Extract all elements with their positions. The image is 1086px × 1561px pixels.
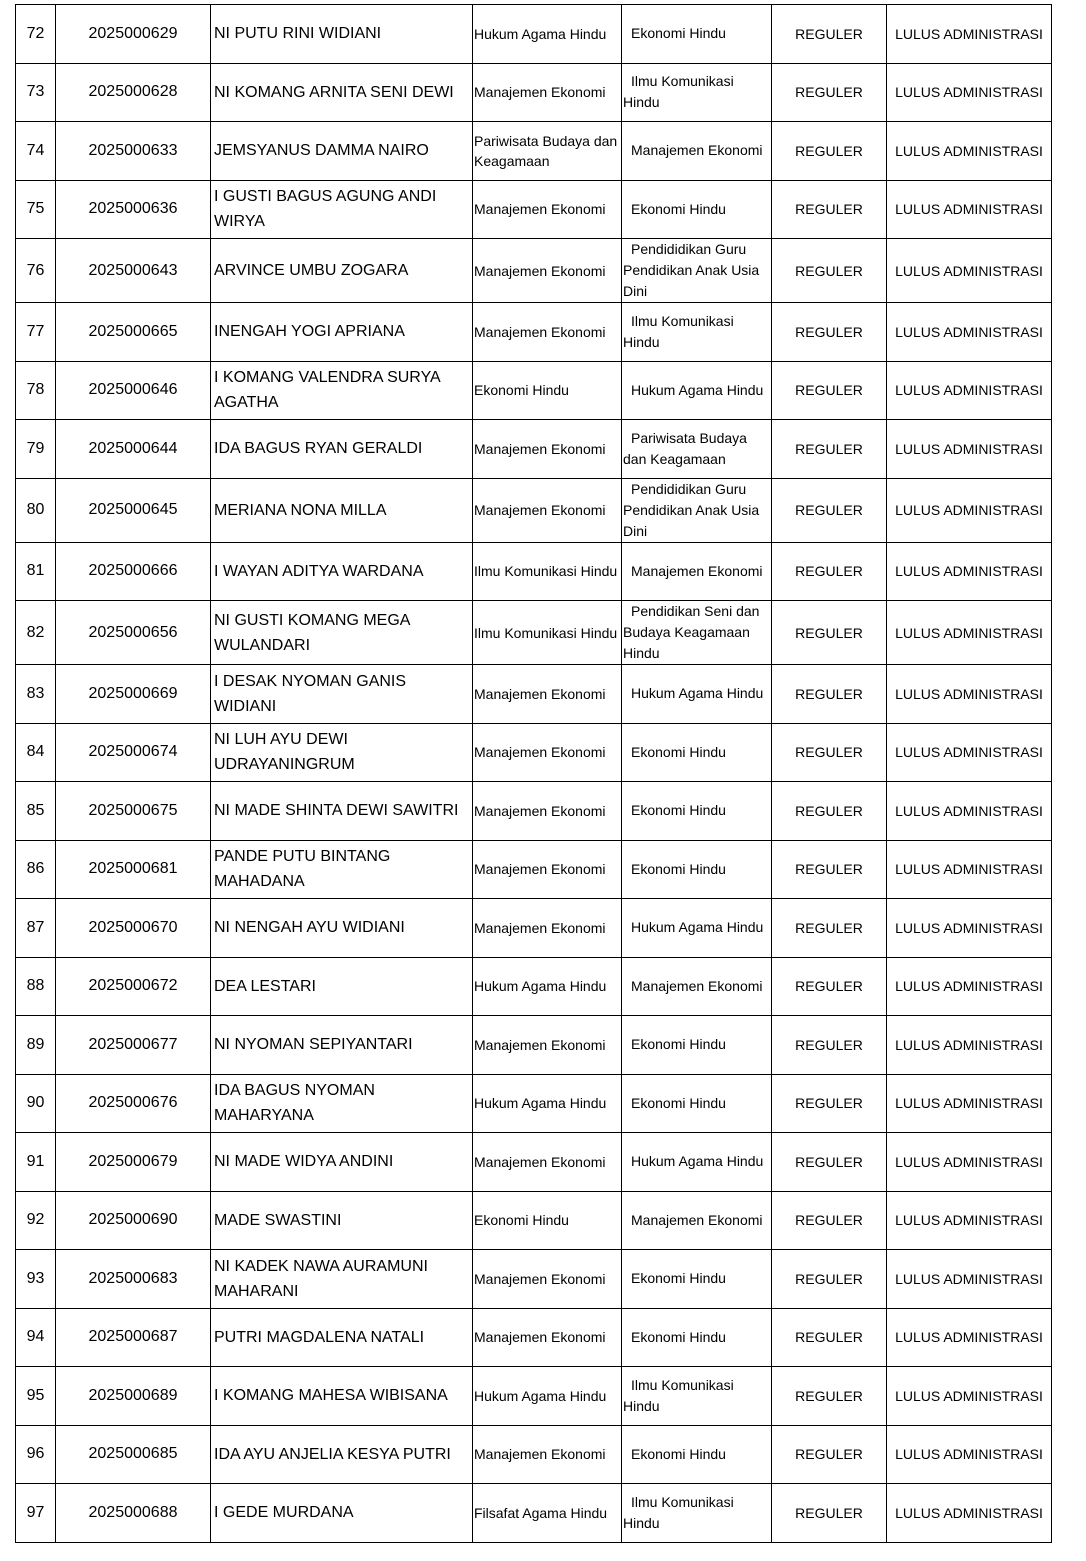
registration-number-cell: 2025000633 — [56, 122, 211, 181]
registration-number-cell: 2025000687 — [56, 1308, 211, 1367]
table-row — [16, 1016, 1052, 1075]
second-choice-program-cell — [622, 1074, 772, 1133]
applicant-name-cell: NI PUTU RINI WIDIANI — [211, 5, 473, 64]
registration-number-cell: 2025000677 — [56, 1016, 211, 1075]
second-choice-program-text: Pendididikan Guru Pendidikan Anak Usia Dini — [623, 480, 760, 539]
status-cell: LULUS ADMINISTRASI — [887, 1016, 1052, 1075]
first-choice-program-cell: Ekonomi Hindu — [473, 361, 622, 420]
admission-track-cell: REGULER — [772, 1016, 887, 1075]
applicant-name-cell: NI GUSTI KOMANG MEGA WULANDARI — [211, 601, 473, 665]
registration-number-cell: 2025000685 — [56, 1425, 211, 1484]
second-choice-program-cell — [622, 601, 772, 665]
status-cell: LULUS ADMINISTRASI — [887, 420, 1052, 479]
admission-track-cell: REGULER — [772, 239, 887, 303]
applicant-name-cell: INENGAH YOGI APRIANA — [211, 303, 473, 362]
registration-number-cell: 2025000689 — [56, 1367, 211, 1426]
applicant-name-cell: IDA BAGUS NYOMAN MAHARYANA — [211, 1074, 473, 1133]
second-choice-program-cell — [622, 1308, 772, 1367]
table-row — [16, 957, 1052, 1016]
first-choice-program-cell: Manajemen Ekonomi — [473, 899, 622, 958]
second-choice-program-text: Manajemen Ekonomi — [631, 562, 763, 579]
row-number-cell: 94 — [16, 1308, 56, 1367]
status-cell: LULUS ADMINISTRASI — [887, 239, 1052, 303]
results-table — [15, 4, 1052, 1543]
second-choice-program-cell — [622, 1425, 772, 1484]
second-choice-program-text: Hukum Agama Hindu — [631, 381, 764, 398]
second-choice-program-text: Manajemen Ekonomi — [631, 1211, 763, 1228]
second-choice-program-text: Ekonomi Hindu — [631, 25, 726, 42]
row-number-cell: 72 — [16, 5, 56, 64]
second-choice-program-text: Ekonomi Hindu — [631, 1094, 726, 1111]
applicant-name-cell: NI KADEK NAWA AURAMUNI MAHARANI — [211, 1250, 473, 1309]
second-choice-program-cell — [622, 1367, 772, 1426]
row-number-cell: 74 — [16, 122, 56, 181]
table-row — [16, 840, 1052, 899]
table-row — [16, 665, 1052, 724]
status-cell: LULUS ADMINISTRASI — [887, 1425, 1052, 1484]
second-choice-program-cell — [622, 63, 772, 122]
table-row — [16, 1250, 1052, 1309]
registration-number-cell: 2025000683 — [56, 1250, 211, 1309]
table-row — [16, 420, 1052, 479]
status-cell: LULUS ADMINISTRASI — [887, 478, 1052, 542]
row-number-cell: 87 — [16, 899, 56, 958]
status-cell: LULUS ADMINISTRASI — [887, 1250, 1052, 1309]
row-number-cell: 84 — [16, 723, 56, 782]
first-choice-program-cell: Ekonomi Hindu — [473, 1191, 622, 1250]
table-row — [16, 1425, 1052, 1484]
applicant-name-cell: PANDE PUTU BINTANG MAHADANA — [211, 840, 473, 899]
table-row — [16, 180, 1052, 239]
first-choice-program-cell: Manajemen Ekonomi — [473, 782, 622, 841]
second-choice-program-text: Manajemen Ekonomi — [631, 977, 763, 994]
admission-track-cell: REGULER — [772, 1308, 887, 1367]
second-choice-program-text: Ekonomi Hindu — [631, 1445, 726, 1462]
first-choice-program-cell: Hukum Agama Hindu — [473, 5, 622, 64]
status-cell: LULUS ADMINISTRASI — [887, 1074, 1052, 1133]
status-cell: LULUS ADMINISTRASI — [887, 5, 1052, 64]
registration-number-cell: 2025000665 — [56, 303, 211, 362]
second-choice-program-cell — [622, 1250, 772, 1309]
applicant-name-cell: NI KOMANG ARNITA SENI DEWI — [211, 63, 473, 122]
first-choice-program-cell: Manajemen Ekonomi — [473, 239, 622, 303]
second-choice-program-cell — [622, 5, 772, 64]
applicant-name-cell: JEMSYANUS DAMMA NAIRO — [211, 122, 473, 181]
admission-track-cell: REGULER — [772, 5, 887, 64]
second-choice-program-text: Ilmu Komunikasi Hindu — [623, 1376, 734, 1414]
admission-track-cell: REGULER — [772, 303, 887, 362]
registration-number-cell: 2025000681 — [56, 840, 211, 899]
admission-track-cell: REGULER — [772, 957, 887, 1016]
applicant-name-cell: NI MADE SHINTA DEWI SAWITRI — [211, 782, 473, 841]
admission-track-cell: REGULER — [772, 899, 887, 958]
applicant-name-cell: MERIANA NONA MILLA — [211, 478, 473, 542]
admission-track-cell: REGULER — [772, 1191, 887, 1250]
row-number-cell: 86 — [16, 840, 56, 899]
status-cell: LULUS ADMINISTRASI — [887, 122, 1052, 181]
table-row — [16, 899, 1052, 958]
second-choice-program-cell — [622, 782, 772, 841]
status-cell: LULUS ADMINISTRASI — [887, 723, 1052, 782]
first-choice-program-cell: Manajemen Ekonomi — [473, 63, 622, 122]
first-choice-program-cell: Manajemen Ekonomi — [473, 1425, 622, 1484]
second-choice-program-text: Pariwisata Budaya dan Keagamaan — [623, 429, 747, 467]
table-row — [16, 1133, 1052, 1192]
second-choice-program-text: Pendididikan Guru Pendidikan Anak Usia Dini — [623, 241, 760, 299]
row-number-cell: 76 — [16, 239, 56, 303]
second-choice-program-text: Ilmu Komunikasi Hindu — [623, 312, 734, 350]
first-choice-program-cell: Hukum Agama Hindu — [473, 957, 622, 1016]
row-number-cell: 97 — [16, 1484, 56, 1543]
registration-number-cell: 2025000644 — [56, 420, 211, 479]
second-choice-program-cell — [622, 1191, 772, 1250]
admission-track-cell: REGULER — [772, 782, 887, 841]
registration-number-cell: 2025000656 — [56, 601, 211, 665]
registration-number-cell: 2025000628 — [56, 63, 211, 122]
admission-track-cell: REGULER — [772, 723, 887, 782]
row-number-cell: 75 — [16, 180, 56, 239]
table-row — [16, 1484, 1052, 1543]
admission-track-cell: REGULER — [772, 542, 887, 601]
admission-track-cell: REGULER — [772, 1250, 887, 1309]
row-number-cell: 77 — [16, 303, 56, 362]
first-choice-program-cell: Manajemen Ekonomi — [473, 665, 622, 724]
first-choice-program-cell: Hukum Agama Hindu — [473, 1074, 622, 1133]
table-row — [16, 542, 1052, 601]
registration-number-cell: 2025000629 — [56, 5, 211, 64]
admission-track-cell: REGULER — [772, 478, 887, 542]
status-cell: LULUS ADMINISTRASI — [887, 1191, 1052, 1250]
second-choice-program-cell — [622, 303, 772, 362]
second-choice-program-text: Ekonomi Hindu — [631, 802, 726, 819]
table-row — [16, 782, 1052, 841]
applicant-name-cell: I KOMANG MAHESA WIBISANA — [211, 1367, 473, 1426]
registration-number-cell: 2025000646 — [56, 361, 211, 420]
row-number-cell: 83 — [16, 665, 56, 724]
first-choice-program-cell: Filsafat Agama Hindu — [473, 1484, 622, 1543]
row-number-cell: 96 — [16, 1425, 56, 1484]
table-row — [16, 601, 1052, 665]
table-row — [16, 1191, 1052, 1250]
admission-track-cell: REGULER — [772, 1367, 887, 1426]
applicant-name-cell: I KOMANG VALENDRA SURYA AGATHA — [211, 361, 473, 420]
table-row — [16, 723, 1052, 782]
table-row — [16, 63, 1052, 122]
row-number-cell: 90 — [16, 1074, 56, 1133]
second-choice-program-text: Ekonomi Hindu — [631, 743, 726, 760]
second-choice-program-cell — [622, 1016, 772, 1075]
status-cell: LULUS ADMINISTRASI — [887, 665, 1052, 724]
admission-track-cell: REGULER — [772, 63, 887, 122]
status-cell: LULUS ADMINISTRASI — [887, 1308, 1052, 1367]
status-cell: LULUS ADMINISTRASI — [887, 1133, 1052, 1192]
registration-number-cell: 2025000643 — [56, 239, 211, 303]
first-choice-program-cell: Ilmu Komunikasi Hindu — [473, 542, 622, 601]
status-cell: LULUS ADMINISTRASI — [887, 63, 1052, 122]
status-cell: LULUS ADMINISTRASI — [887, 303, 1052, 362]
admission-track-cell: REGULER — [772, 1133, 887, 1192]
applicant-name-cell: NI LUH AYU DEWI UDRAYANINGRUM — [211, 723, 473, 782]
first-choice-program-cell: Manajemen Ekonomi — [473, 1308, 622, 1367]
second-choice-program-text: Hukum Agama Hindu — [631, 1153, 764, 1170]
status-cell: LULUS ADMINISTRASI — [887, 601, 1052, 665]
applicant-name-cell: IDA BAGUS RYAN GERALDI — [211, 420, 473, 479]
second-choice-program-cell — [622, 478, 772, 542]
registration-number-cell: 2025000688 — [56, 1484, 211, 1543]
status-cell: LULUS ADMINISTRASI — [887, 957, 1052, 1016]
second-choice-program-text: Ekonomi Hindu — [631, 860, 726, 877]
second-choice-program-cell — [622, 665, 772, 724]
second-choice-program-text: Ilmu Komunikasi Hindu — [623, 73, 734, 111]
second-choice-program-cell — [622, 361, 772, 420]
second-choice-program-cell — [622, 957, 772, 1016]
status-cell: LULUS ADMINISTRASI — [887, 899, 1052, 958]
second-choice-program-text: Ekonomi Hindu — [631, 1328, 726, 1345]
row-number-cell: 91 — [16, 1133, 56, 1192]
registration-number-cell: 2025000690 — [56, 1191, 211, 1250]
second-choice-program-text: Ekonomi Hindu — [631, 200, 726, 217]
registration-number-cell: 2025000679 — [56, 1133, 211, 1192]
applicant-name-cell: DEA LESTARI — [211, 957, 473, 1016]
admission-track-cell: REGULER — [772, 361, 887, 420]
row-number-cell: 88 — [16, 957, 56, 1016]
second-choice-program-cell — [622, 899, 772, 958]
status-cell: LULUS ADMINISTRASI — [887, 840, 1052, 899]
table-row — [16, 122, 1052, 181]
applicant-name-cell: PUTRI MAGDALENA NATALI — [211, 1308, 473, 1367]
applicant-name-cell: MADE SWASTINI — [211, 1191, 473, 1250]
row-number-cell: 79 — [16, 420, 56, 479]
second-choice-program-text: Manajemen Ekonomi — [631, 142, 763, 159]
applicant-name-cell: I GEDE MURDANA — [211, 1484, 473, 1543]
status-cell: LULUS ADMINISTRASI — [887, 1367, 1052, 1426]
first-choice-program-cell: Ilmu Komunikasi Hindu — [473, 601, 622, 665]
table-row — [16, 239, 1052, 303]
status-cell: LULUS ADMINISTRASI — [887, 1484, 1052, 1543]
first-choice-program-cell: Manajemen Ekonomi — [473, 180, 622, 239]
first-choice-program-cell: Manajemen Ekonomi — [473, 1133, 622, 1192]
row-number-cell: 73 — [16, 63, 56, 122]
admission-track-cell: REGULER — [772, 665, 887, 724]
table-row — [16, 1308, 1052, 1367]
status-cell: LULUS ADMINISTRASI — [887, 180, 1052, 239]
admission-track-cell: REGULER — [772, 420, 887, 479]
second-choice-program-text: Hukum Agama Hindu — [631, 919, 764, 936]
second-choice-program-cell — [622, 542, 772, 601]
table-row — [16, 361, 1052, 420]
registration-number-cell: 2025000636 — [56, 180, 211, 239]
row-number-cell: 95 — [16, 1367, 56, 1426]
applicant-name-cell: NI NYOMAN SEPIYANTARI — [211, 1016, 473, 1075]
applicant-name-cell: IDA AYU ANJELIA KESYA PUTRI — [211, 1425, 473, 1484]
applicant-name-cell: NI MADE WIDYA ANDINI — [211, 1133, 473, 1192]
second-choice-program-text: Ilmu Komunikasi Hindu — [623, 1493, 734, 1531]
second-choice-program-text: Ekonomi Hindu — [631, 1270, 726, 1287]
table-row — [16, 478, 1052, 542]
table-row — [16, 1074, 1052, 1133]
admission-track-cell: REGULER — [772, 1484, 887, 1543]
registration-number-cell: 2025000645 — [56, 478, 211, 542]
first-choice-program-cell: Manajemen Ekonomi — [473, 1016, 622, 1075]
first-choice-program-cell: Manajemen Ekonomi — [473, 303, 622, 362]
registration-number-cell: 2025000672 — [56, 957, 211, 1016]
row-number-cell: 82 — [16, 601, 56, 665]
table-row — [16, 1367, 1052, 1426]
second-choice-program-cell — [622, 180, 772, 239]
second-choice-program-cell — [622, 1133, 772, 1192]
registration-number-cell: 2025000674 — [56, 723, 211, 782]
results-table-body — [16, 5, 1052, 1543]
status-cell: LULUS ADMINISTRASI — [887, 542, 1052, 601]
applicant-name-cell: I WAYAN ADITYA WARDANA — [211, 542, 473, 601]
second-choice-program-text: Ekonomi Hindu — [631, 1036, 726, 1053]
first-choice-program-cell: Manajemen Ekonomi — [473, 420, 622, 479]
row-number-cell: 80 — [16, 478, 56, 542]
registration-number-cell: 2025000675 — [56, 782, 211, 841]
row-number-cell: 85 — [16, 782, 56, 841]
admission-track-cell: REGULER — [772, 1425, 887, 1484]
first-choice-program-cell: Pariwisata Budaya dan Keagamaan — [473, 122, 622, 181]
registration-number-cell: 2025000676 — [56, 1074, 211, 1133]
first-choice-program-cell: Manajemen Ekonomi — [473, 478, 622, 542]
applicant-name-cell: I DESAK NYOMAN GANIS WIDIANI — [211, 665, 473, 724]
row-number-cell: 78 — [16, 361, 56, 420]
row-number-cell: 92 — [16, 1191, 56, 1250]
first-choice-program-cell: Manajemen Ekonomi — [473, 723, 622, 782]
applicant-name-cell: I GUSTI BAGUS AGUNG ANDI WIRYA — [211, 180, 473, 239]
first-choice-program-cell: Manajemen Ekonomi — [473, 1250, 622, 1309]
admission-track-cell: REGULER — [772, 840, 887, 899]
admission-track-cell: REGULER — [772, 1074, 887, 1133]
applicant-name-cell: NI NENGAH AYU WIDIANI — [211, 899, 473, 958]
second-choice-program-cell — [622, 840, 772, 899]
second-choice-program-cell — [622, 122, 772, 181]
row-number-cell: 93 — [16, 1250, 56, 1309]
first-choice-program-cell: Manajemen Ekonomi — [473, 840, 622, 899]
second-choice-program-cell — [622, 1484, 772, 1543]
table-row — [16, 303, 1052, 362]
row-number-cell: 89 — [16, 1016, 56, 1075]
admission-track-cell: REGULER — [772, 180, 887, 239]
second-choice-program-cell — [622, 239, 772, 303]
second-choice-program-cell — [622, 723, 772, 782]
applicant-name-cell: ARVINCE UMBU ZOGARA — [211, 239, 473, 303]
registration-number-cell: 2025000670 — [56, 899, 211, 958]
second-choice-program-cell — [622, 420, 772, 479]
registration-number-cell: 2025000669 — [56, 665, 211, 724]
admission-track-cell: REGULER — [772, 601, 887, 665]
status-cell: LULUS ADMINISTRASI — [887, 782, 1052, 841]
status-cell: LULUS ADMINISTRASI — [887, 361, 1052, 420]
registration-number-cell: 2025000666 — [56, 542, 211, 601]
row-number-cell: 81 — [16, 542, 56, 601]
second-choice-program-text: Pendidikan Seni dan Budaya Keagamaan Hindu — [623, 603, 760, 661]
table-row — [16, 5, 1052, 64]
first-choice-program-cell: Hukum Agama Hindu — [473, 1367, 622, 1426]
second-choice-program-text: Hukum Agama Hindu — [631, 685, 764, 702]
admission-track-cell: REGULER — [772, 122, 887, 181]
